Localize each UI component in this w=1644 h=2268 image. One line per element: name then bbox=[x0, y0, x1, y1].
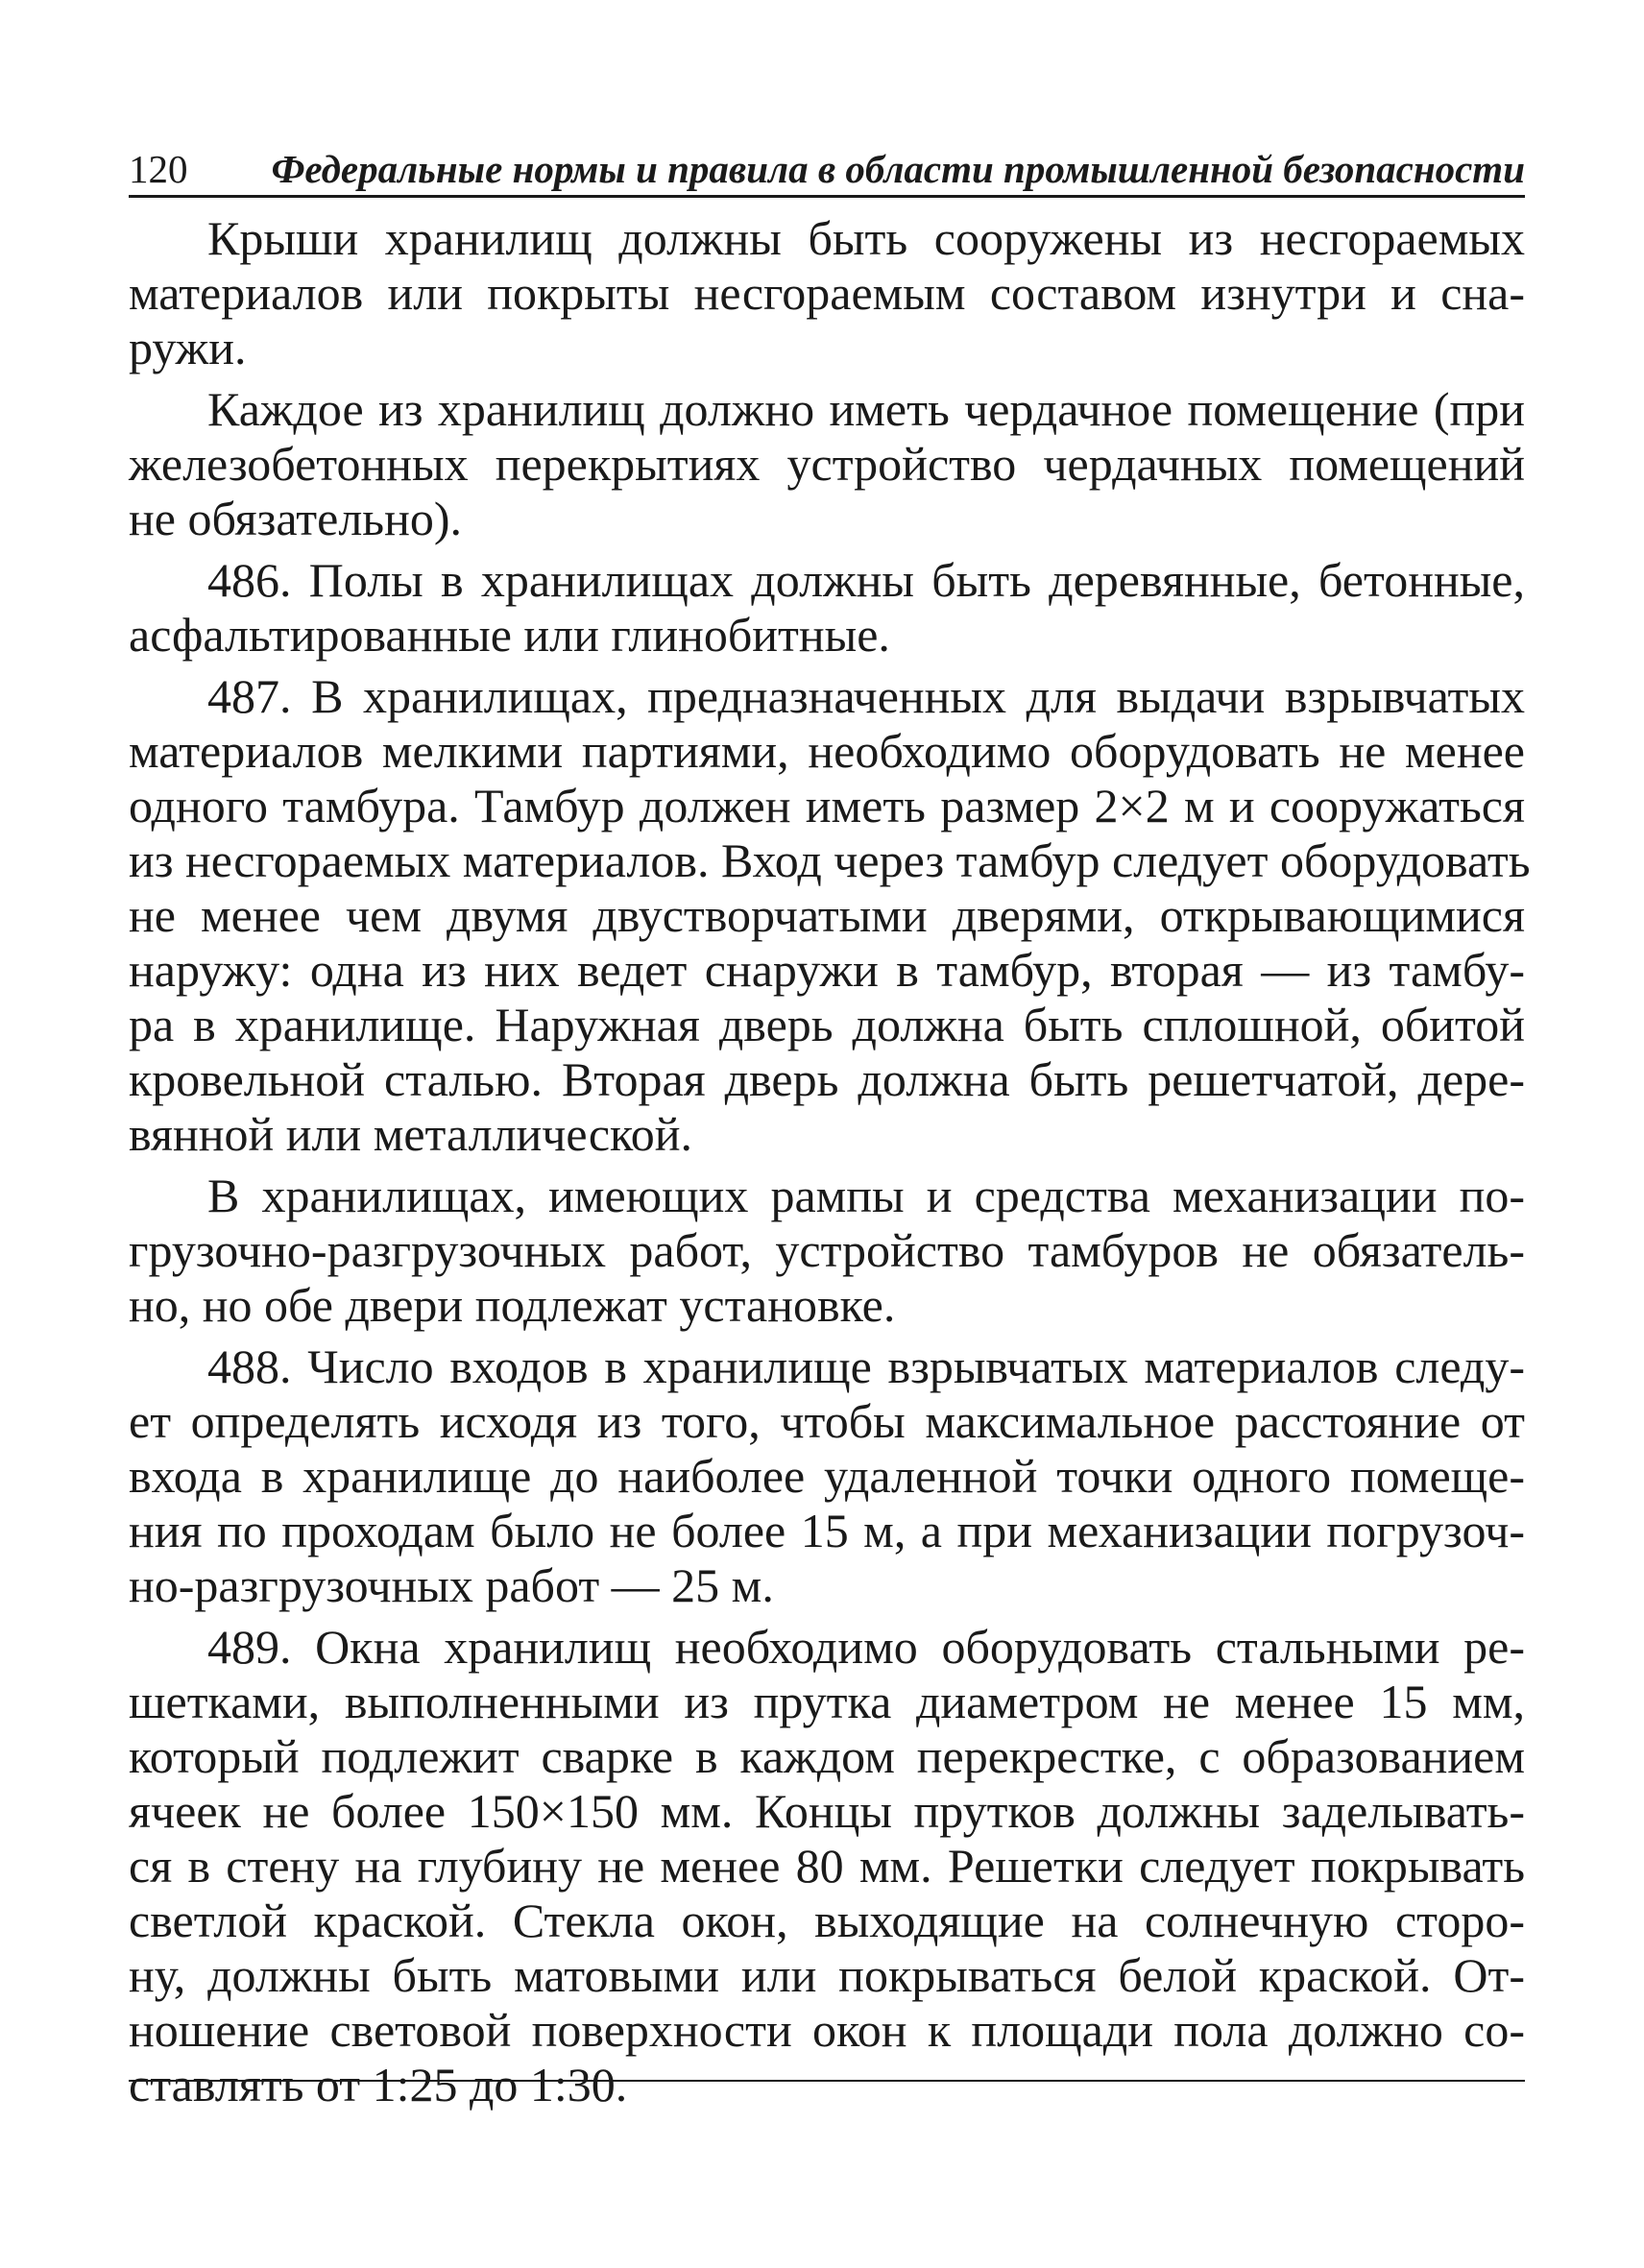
text-line: В хранилищах, имеющих рампы и средства механизации по- bbox=[207, 1169, 1525, 1222]
text-line: материалов мелкими партиями, необходимо оборудовать не менее bbox=[129, 724, 1525, 778]
text-line: ну, должны быть матовыми или покрываться белой краской. От- bbox=[129, 1948, 1525, 2002]
running-head bbox=[129, 140, 1525, 198]
text-line: но, но обе двери подлежат установке. bbox=[129, 1278, 896, 1332]
text-line: 488. Число входов в хранилище взрывчатых материалов следу- bbox=[207, 1339, 1525, 1393]
text-line: ет определять исходя из того, чтобы максимальное расстояние от bbox=[129, 1394, 1525, 1448]
text-line: ружи. bbox=[129, 321, 247, 374]
text-line: материалов или покрыты несгораемым составом изнутри и сна- bbox=[129, 266, 1525, 320]
text-line: светлой краской. Стекла окон, выходящие на солнечную сторо- bbox=[129, 1894, 1525, 1947]
text-line: наружу: одна из них ведет снаружи в тамбур, вторая — из тамбу- bbox=[129, 943, 1525, 997]
paragraph bbox=[129, 211, 1525, 375]
footer-rule bbox=[129, 2080, 1525, 2082]
paragraph bbox=[129, 382, 1525, 546]
text-line: 486. Полы в хранилищах должны быть деревянные, бетонные, bbox=[207, 553, 1525, 607]
paragraph bbox=[129, 669, 1531, 1162]
paragraph bbox=[129, 1620, 1525, 2112]
text-line: ношение световой поверхности окон к площади пола должно со- bbox=[129, 2003, 1525, 2057]
page-number: 120 bbox=[129, 147, 188, 191]
text-line: шетками, выполненными из прутка диаметром не менее 15 мм, bbox=[129, 1675, 1525, 1728]
text-line: ра в хранилище. Наружная дверь должна быть сплошной, обитой bbox=[129, 998, 1525, 1051]
paragraph bbox=[129, 1339, 1525, 1613]
text-line: асфальтированные или глинобитные. bbox=[129, 608, 890, 662]
text-line: ния по проходам было не более 15 м, а при механизации погрузоч- bbox=[129, 1504, 1525, 1557]
text-line: одного тамбура. Тамбур должен иметь размер 2×2 м и сооружаться bbox=[129, 779, 1525, 832]
text-line: железобетонных перекрытиях устройство чердачных помещений bbox=[129, 437, 1525, 491]
text-line: 489. Окна хранилищ необходимо оборудовать стальными ре- bbox=[207, 1620, 1525, 1674]
text-line: из несгораемых материалов. Вход через тамбур следует оборудовать bbox=[129, 833, 1531, 887]
running-title: Федеральные нормы и правила в области промышленной безопасности bbox=[271, 147, 1525, 191]
text-line: Крыши хранилищ должны быть сооружены из несгораемых bbox=[207, 211, 1525, 265]
text-line: Каждое из хранилищ должно иметь чердачное помещение (при bbox=[207, 382, 1525, 436]
text-line: ставлять от 1:25 до 1:30. bbox=[129, 2058, 628, 2111]
text-line: не менее чем двумя двустворчатыми дверями, открывающимися bbox=[129, 888, 1525, 942]
text-line: ся в стену на глубину не менее 80 мм. Решетки следует покрывать bbox=[129, 1839, 1525, 1893]
paragraph bbox=[129, 553, 1525, 663]
text-line: но-разгрузочных работ — 25 м. bbox=[129, 1558, 774, 1612]
paragraph bbox=[129, 1169, 1525, 1333]
text-line: 487. В хранилищах, предназначенных для выдачи взрывчатых bbox=[207, 669, 1525, 723]
text-line: не обязательно). bbox=[129, 492, 462, 545]
text-line: кровельной сталью. Вторая дверь должна быть решетчатой, дере- bbox=[129, 1052, 1525, 1106]
header-rule bbox=[129, 195, 1525, 198]
text-line: ячеек не более 150×150 мм. Концы прутков должны заделывать- bbox=[129, 1784, 1525, 1838]
body-text bbox=[129, 211, 1531, 2119]
text-line: который подлежит сварке в каждом перекрестке, с образованием bbox=[129, 1729, 1525, 1783]
text-line: вянной или металлической. bbox=[129, 1107, 693, 1161]
text-line: входа в хранилище до наиболее удаленной точки одного помеще- bbox=[129, 1449, 1525, 1503]
text-line: грузочно-разгрузочных работ, устройство тамбуров не обязатель- bbox=[129, 1223, 1525, 1277]
